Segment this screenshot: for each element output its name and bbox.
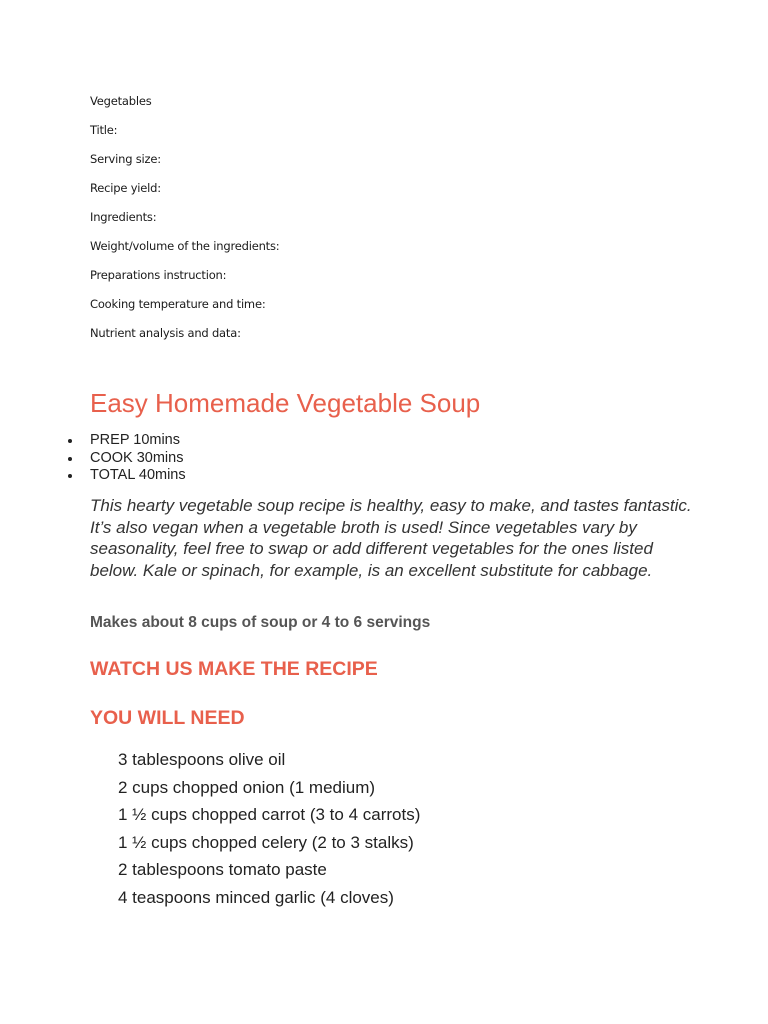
time-item-text: TOTAL 40mins	[90, 467, 186, 483]
ingredient-item: 3 tablespoons olive oil	[118, 750, 286, 769]
watch-heading: WATCH US MAKE THE RECIPE	[90, 658, 378, 680]
bullet-icon	[68, 474, 72, 478]
time-item	[68, 432, 186, 450]
ingredient-item: 2 cups chopped onion (1 medium)	[118, 777, 376, 797]
recipe-times-list	[68, 432, 186, 485]
field-label: Weight/volume of the ingredients:	[90, 239, 280, 253]
field-label: Preparations instruction:	[90, 268, 227, 282]
recipe-yield: Makes about 8 cups of soup or 4 to 6 servings	[90, 614, 431, 631]
field-label: Vegetables	[90, 94, 152, 108]
need-heading: YOU WILL NEED	[90, 707, 245, 729]
time-item	[68, 467, 186, 485]
time-item	[68, 450, 186, 468]
recipe-intro: This hearty vegetable soup recipe is healthy, easy to make, and tastes fantastic. It’s also vegan when a vegetable broth is used! Since vegetables vary by seasonality, feel free to swap or add different vegetables for the ones listed below. Kale or spinach, for example, is an excellent substitute for cabbage.	[90, 496, 692, 580]
field-label: Serving size:	[90, 152, 161, 166]
bullet-icon	[68, 457, 72, 461]
ingredient-item: 2 tablespoons tomato paste	[118, 860, 327, 879]
field-label: Nutrient analysis and data:	[90, 326, 241, 340]
ingredient-item: 4 teaspoons minced garlic (4 cloves)	[118, 887, 394, 907]
recipe-title: Easy Homemade Vegetable Soup	[90, 388, 481, 418]
field-label: Title:	[90, 123, 118, 137]
time-item-text: PREP 10mins	[90, 432, 180, 448]
field-label: Recipe yield:	[90, 181, 161, 195]
field-label: Ingredients:	[90, 210, 157, 224]
ingredients-list	[118, 746, 420, 911]
ingredient-item: 1 ½ cups chopped carrot (3 to 4 carrots)	[118, 805, 421, 824]
recipe-fields-list	[90, 92, 279, 353]
bullet-icon	[68, 439, 72, 443]
field-label: Cooking temperature and time:	[90, 297, 266, 311]
ingredient-item: 1 ½ cups chopped celery (2 to 3 stalks)	[118, 832, 414, 852]
time-item-text: COOK 30mins	[90, 449, 184, 466]
